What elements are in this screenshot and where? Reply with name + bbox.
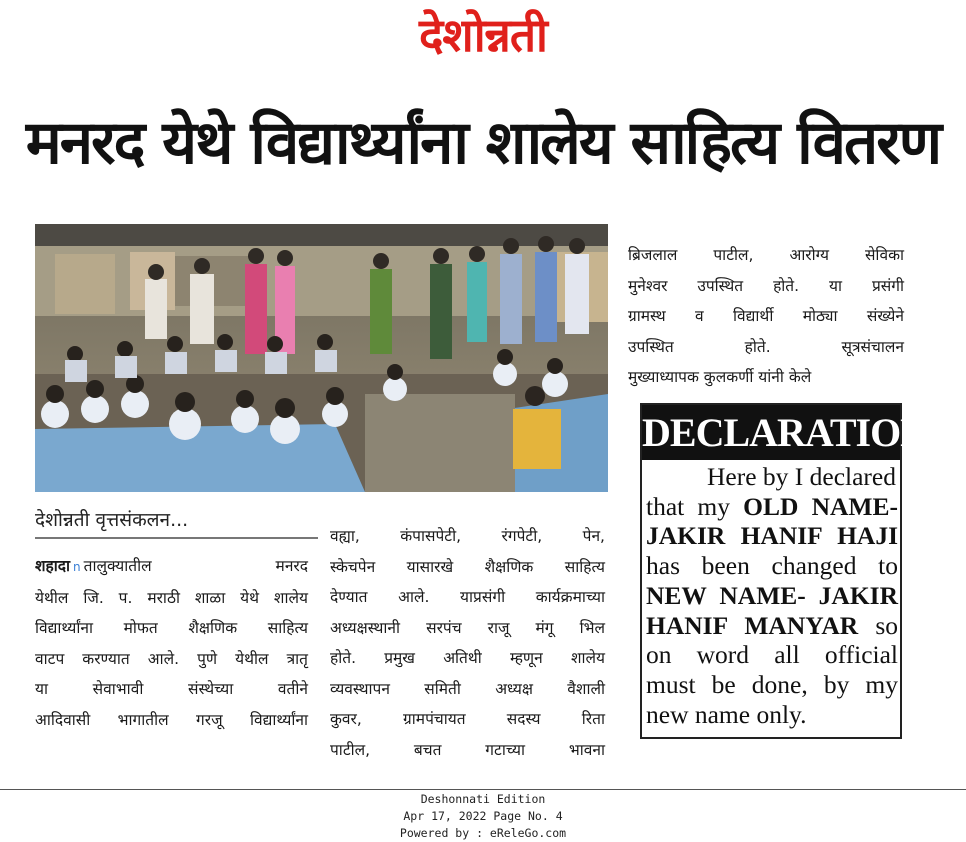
article-text: तालुक्यातील मनरद: [83, 557, 308, 575]
news-photo: [35, 224, 608, 492]
footer-powered-by: Powered by : eReleGo.com: [399, 826, 567, 840]
article-line: होते. प्रमुख अतिथी म्हणून शालेय: [330, 649, 605, 667]
declaration-title: DECLARATION: [642, 405, 900, 460]
article-column-3: [628, 240, 904, 393]
declaration-line: Here by I declared: [706, 462, 896, 491]
article-line: उपस्थित होते. सूत्रसंचालन: [628, 337, 904, 356]
article-line: देण्यात आले. याप्रसंगी कार्यक्रमाच्या: [330, 588, 605, 606]
article-line: मुख्याध्यापक कुलकर्णी यांनी केले: [628, 368, 812, 386]
article-line: वाटप करण्यात आले. पुणे येथील त्रातृ: [35, 649, 308, 668]
declaration-text: that my: [646, 491, 744, 521]
declaration-line: on word all official: [646, 640, 898, 670]
article-line: येथील जि. प. मराठी शाळा येथे शालेय: [35, 588, 308, 607]
article-line: [35, 551, 308, 583]
declaration-line: must be done, by my: [646, 669, 898, 699]
declaration-body: [642, 460, 900, 729]
declaration-line: has been changed to: [646, 551, 898, 581]
article-column-2: [330, 521, 605, 765]
article-line: आदिवासी भागातील गरजू विद्यार्थ्यांना: [35, 710, 308, 729]
footer-edition: Deshonnati Edition: [420, 792, 546, 806]
dateline: शहादा: [35, 557, 71, 575]
article-line: कुवर, ग्रामपंचायत सदस्य रिता: [330, 710, 605, 728]
footer-date-page: Apr 17, 2022 Page No. 4: [403, 809, 563, 823]
declaration-text: so: [858, 610, 898, 640]
article-line: व्यवस्थापन समिती अध्यक्ष वैशाली: [330, 679, 605, 698]
byline: देशोन्नती वृत्तसंकलन...: [35, 505, 318, 539]
old-name: JAKIR HANIF HAJI: [646, 521, 898, 551]
article-line: विद्यार्थ्यांना मोफत शैक्षणिक साहित्य: [35, 619, 308, 637]
masthead-logo: देशोन्नती: [419, 8, 547, 62]
declaration-line: [646, 521, 898, 551]
footer-divider: [0, 789, 966, 790]
article-line: स्केचपेन यासारखे शैक्षणिक साहित्य: [330, 557, 605, 576]
new-name: HANIF MANYAR: [646, 610, 859, 640]
article-column-1: [35, 551, 308, 735]
declaration-line: [646, 581, 898, 611]
article-line: मुनेश्वर उपस्थित होते. या प्रसंगी: [628, 276, 904, 295]
footer: [0, 791, 966, 842]
article-line: या सेवाभावी संस्थेच्या वतीने: [35, 680, 308, 698]
article-line: अध्यक्षस्थानी सरपंच राजू मंगू भिल: [330, 618, 605, 637]
headline: मनरद येथे विद्यार्थ्यांना शालेय साहित्य वितरण: [25, 108, 941, 178]
article-line: वह्या, कंपासपेटी, रंगपेटी, पेन,: [330, 527, 605, 545]
declaration-line: new name only.: [646, 699, 807, 729]
declaration-line: [646, 492, 898, 522]
declaration-box: [640, 403, 929, 739]
dateline-marker: n: [73, 560, 81, 574]
declaration-line: [646, 611, 898, 641]
article-line: पाटील, बचत गटाच्या भावना: [330, 740, 605, 759]
article-line: ब्रिजलाल पाटील, आरोग्य सेविका: [628, 246, 904, 264]
new-name-label: NEW NAME- JAKIR: [646, 580, 898, 610]
article-line: ग्रामस्थ व विद्यार्थी मोठ्या संख्येने: [628, 307, 904, 325]
old-name-label: OLD NAME-: [743, 491, 898, 521]
